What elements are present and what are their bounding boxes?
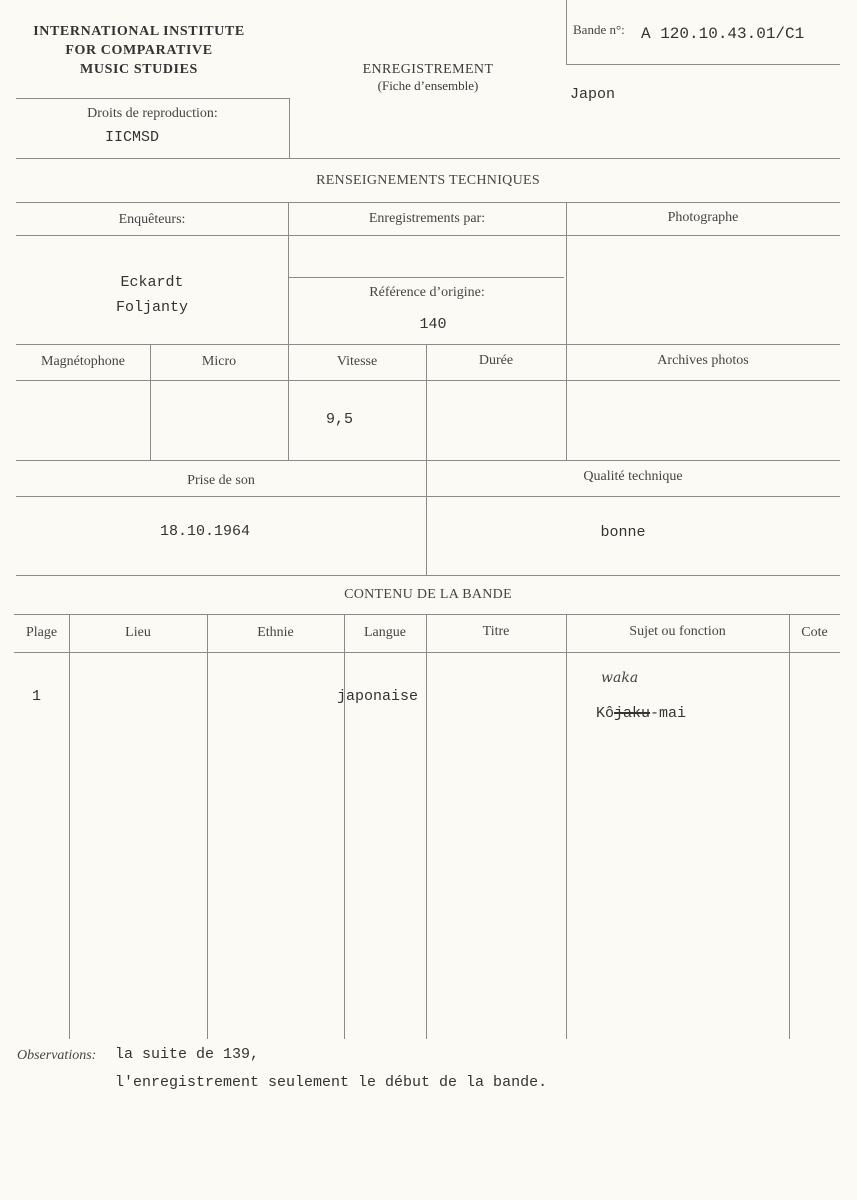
row-langue: japonaise bbox=[337, 688, 419, 705]
contenu-section-title: CONTENU DE LA BANDE bbox=[344, 587, 512, 602]
duree-label: Durée bbox=[478, 353, 514, 368]
form-title-block bbox=[320, 62, 536, 94]
enqueteur-2: Foljanty bbox=[115, 299, 188, 316]
reference-label: Référence d’origine: bbox=[369, 285, 485, 300]
observations-label: Observations: bbox=[17, 1048, 97, 1063]
institute-name bbox=[0, 22, 278, 79]
qualite-label: Qualité technique bbox=[583, 469, 683, 484]
droits-label: Droits de reproduction: bbox=[87, 106, 218, 121]
prise-label: Prise de son bbox=[187, 473, 255, 488]
bande-label: Bande n°: bbox=[573, 22, 625, 37]
country-value: Japon bbox=[570, 86, 616, 103]
observations-line-1: la suite de 139, bbox=[115, 1046, 260, 1063]
qualite-value: bonne bbox=[600, 524, 646, 541]
droits-value: IICMSD bbox=[105, 129, 160, 146]
photographe-label: Photographe bbox=[667, 210, 739, 225]
bande-value: A 120.10.43.01/C1 bbox=[641, 25, 805, 43]
form-title: ENREGISTREMENT bbox=[362, 62, 494, 77]
sujet-handwritten: waka bbox=[601, 670, 639, 686]
col-ethnie: Ethnie bbox=[257, 625, 294, 640]
sujet-struck: jaku bbox=[614, 705, 651, 722]
row-sujet bbox=[578, 688, 686, 722]
enqueteur-1: Eckardt bbox=[120, 274, 184, 291]
institute-line-3: MUSIC STUDIES bbox=[80, 62, 198, 77]
col-cote: Cote bbox=[801, 625, 828, 640]
col-lieu: Lieu bbox=[125, 625, 151, 640]
col-titre: Titre bbox=[482, 624, 510, 639]
form-subtitle: (Fiche d’ensemble) bbox=[377, 78, 479, 93]
institute-line-1: INTERNATIONAL INSTITUTE bbox=[33, 24, 245, 39]
archives-label: Archives photos bbox=[657, 353, 749, 368]
sujet-suffix: -mai bbox=[650, 705, 687, 722]
micro-label: Micro bbox=[201, 354, 237, 369]
observations-line-2: l'enregistrement seulement le début de la bande. bbox=[115, 1074, 548, 1091]
row-plage: 1 bbox=[32, 688, 42, 705]
enqueteurs-label: Enquêteurs: bbox=[118, 212, 186, 227]
col-langue: Langue bbox=[364, 625, 406, 640]
col-sujet: Sujet ou fonction bbox=[629, 624, 726, 639]
vitesse-value: 9,5 bbox=[326, 411, 354, 428]
vitesse-label: Vitesse bbox=[336, 354, 378, 369]
sujet-prefix: Kô bbox=[596, 705, 615, 722]
enregistrements-label: Enregistrements par: bbox=[368, 211, 486, 226]
technique-section-title: RENSEIGNEMENTS TECHNIQUES bbox=[316, 173, 540, 188]
institute-line-2: FOR COMPARATIVE bbox=[65, 43, 213, 58]
col-plage: Plage bbox=[25, 625, 58, 640]
magnetophone-label: Magnétophone bbox=[41, 354, 125, 369]
reference-value: 140 bbox=[419, 316, 447, 333]
prise-value: 18.10.1964 bbox=[159, 523, 250, 540]
